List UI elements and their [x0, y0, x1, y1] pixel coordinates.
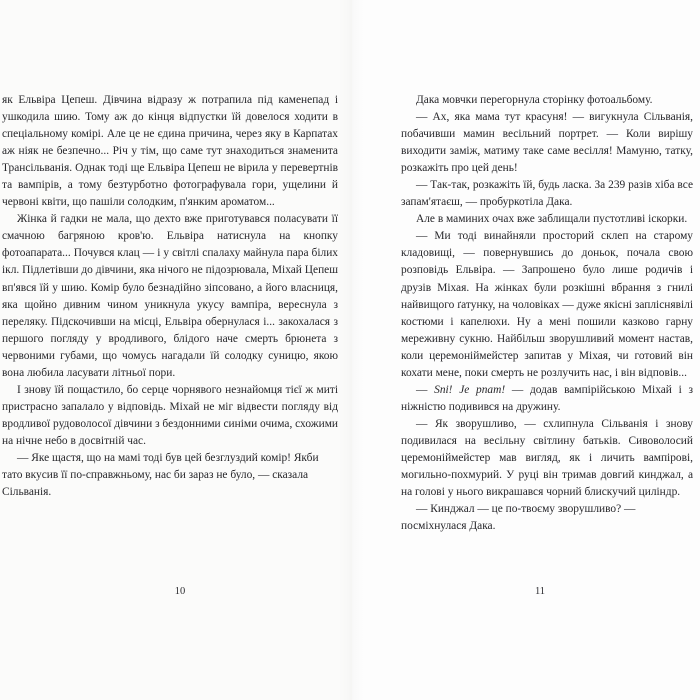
paragraph-italic-quote: — Sni! Je pnam! — додав вампірійською Міхай і з ніжністю подивився на дружину.	[401, 383, 694, 413]
paragraph: Жінка й гадки не мала, що дехто вже приготувався поласувати її смачною багряною кров'ю. Ельвіра натиснула на кнопку фотоапарата... Почувся клац — і у світлі спалаху майнула пара білих ікл. Підлетівши до дівчини, яка нічого не підозрювала, Міхай Цепеш вп'явся їй у шию. Комір було безнадійно зіпсовано, а його власниця, яка щойно дивним чином уникнула укусу вампіра, вереснула з переляку. Підскочивши на місці, Ельвіра обернулася і... закохалася з першого погляду у вродливого, блідого наче смерть брюнета з червоними губами, що чомусь нагадали їй солодку суницю, якою вона любила ласувати літньої пори.	[2, 213, 338, 379]
page-number-right: 11	[534, 586, 546, 597]
paragraph: — Кинджал — це по-твоєму зворушливо? — посміхнулася Дака.	[401, 503, 636, 533]
paragraph: Але в маминих очах вже заблищали пустотливі іскорки.	[416, 213, 688, 226]
page-number-left: 10	[174, 586, 186, 597]
paragraph: — Як зворушливо, — схлипнула Сільванія і знову подивилася на весільну світлину батьків. Сивоволосий церемоніймейстер мав вигляд, як і личить вампірові, могильно-похмурий. У руці він тримав довгий кинджал, а на голові у нього викрашався чорний блискучий циліндр.	[401, 417, 693, 499]
paragraph: — Яке щастя, що на мамі тоді був цей безглуздий комір! Якби тато вкусив її по-справжньому, нас би зараз не було, — сказала Сільванія.	[2, 451, 319, 499]
paragraph: — Ми тоді винайняли просторий склеп на старому кладовищі, — повернувшись до доньок, почала свою розповідь Ельвіра. — Запрошено було лише родичів і друзів Міхая. На жінках були розкішні вбрання з гнилі найвищого ґатунку, на чоловіках — дуже якісні запліснявілі костюми і капелюхи. Ну а мені пошили казково гарну мереживну сукню. Найбільш зворушливий момент настав, коли церемоніймейстер запитав у Міхая, чи готовий він кохати мене, поки смерть не розлучить нас, і він відповів...	[401, 230, 693, 379]
paragraph: — Ах, яка мама тут красуня! — вигукнула Сільванія, побачивши мамин весільний портрет. — Коли вирішу виходити заміж, матиму таке саме весілля! Мамуню, татку, розкажіть про цей день!	[401, 111, 693, 175]
paragraph: І знову їй пощастило, бо серце чорнявого незнайомця тієї ж миті пристрасно запалало у відповідь. Міхай не міг відвести погляду від вродливої рудоволосої дівчини з бездонними синіми очима, схожими на нічне небо в досвітній час.	[2, 383, 339, 447]
right-page-textblock	[401, 92, 693, 535]
paragraph: як Ельвіра Цепеш. Дівчина відразу ж потрапила під каменепад і ушкодила шию. Тому аж до кінця відпустки їй довелося ходити в спеціальному комірі. Але це не єдина причина, через яку в Карпатах аж ніяк не безпечно... Річ у тім, що саме тут знаходиться знаменита Трансільванія. Однак тоді ще Ельвіра Цепеш не вірила у перевертнів та вампірів, а тому безтурботно фотографувала гори, ущелини й червоні квіти, що пашіли солодким, п'янким ароматом...	[2, 94, 338, 209]
left-page-textblock	[2, 92, 338, 501]
paragraph: — Так-так, розкажіть їй, будь ласка. За 239 разів хіба все запам'ятаєш, — пробуркотіла Дака.	[401, 179, 693, 209]
paragraph: Дака мовчки перегорнула сторінку фотоальбому.	[416, 94, 653, 106]
